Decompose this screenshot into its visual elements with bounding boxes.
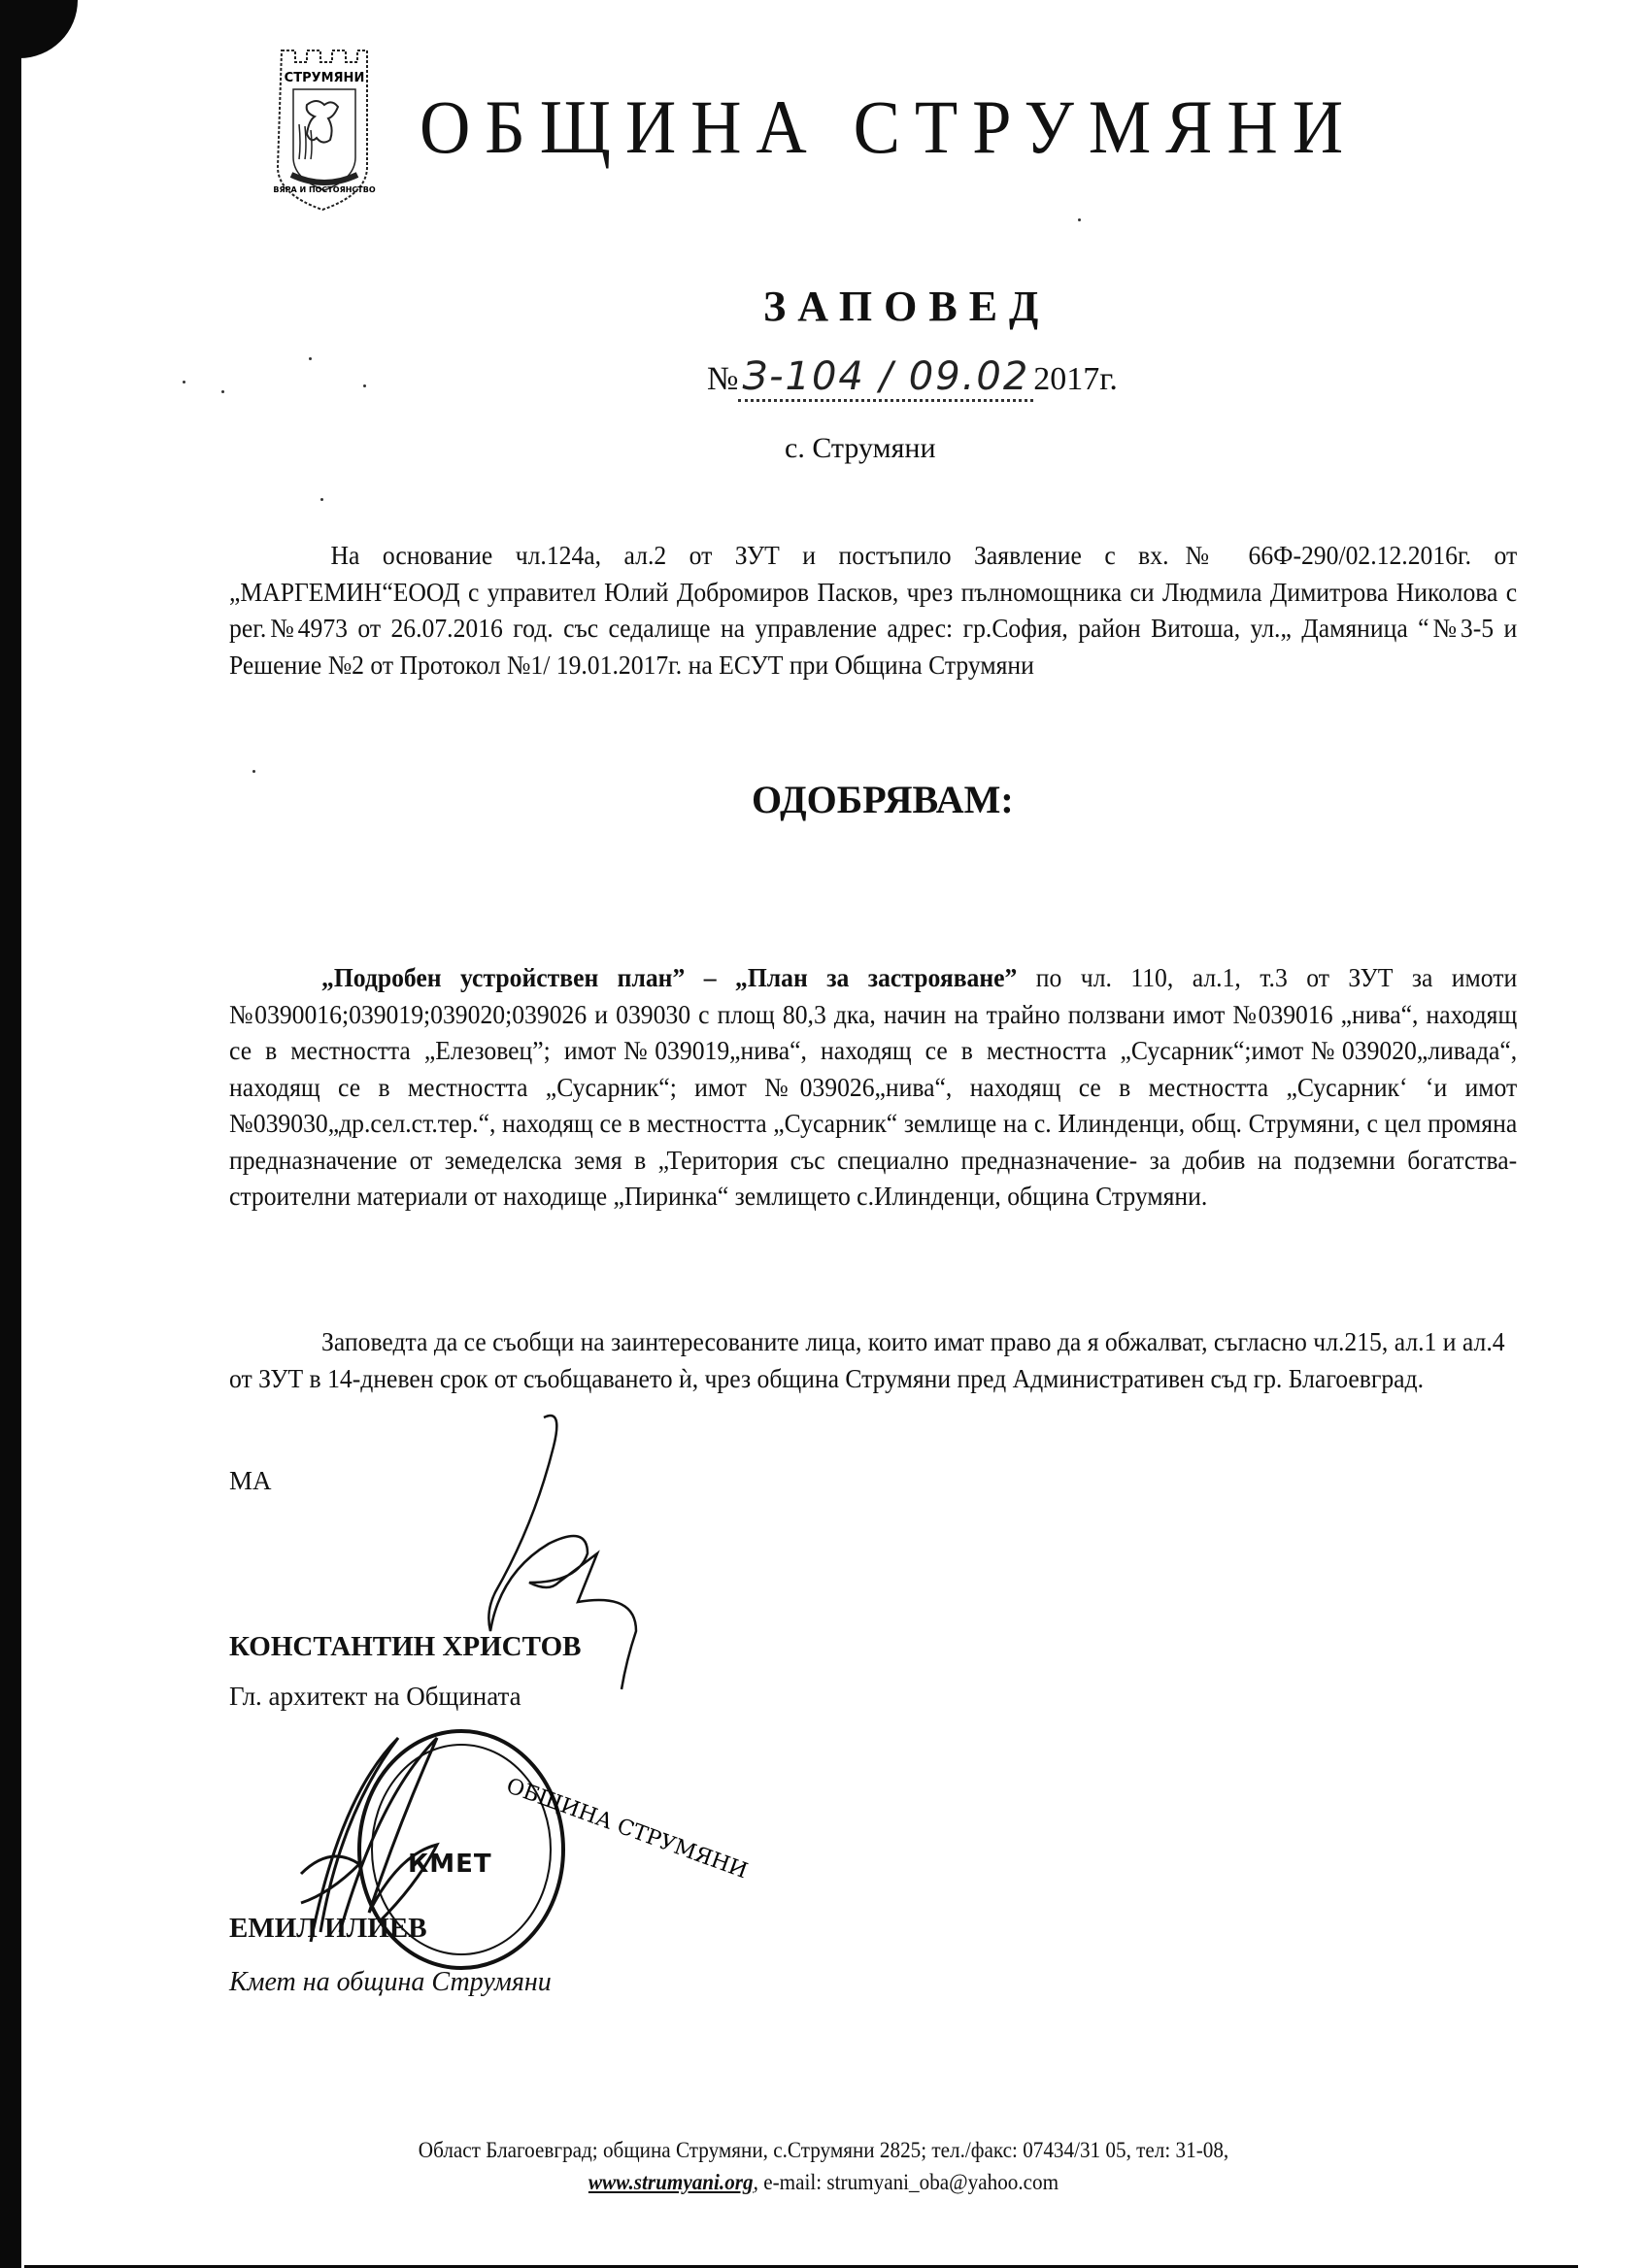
scan-speck [320,498,323,501]
logo-top-text: СТРУМЯНИ [284,71,365,85]
scan-speck [1078,218,1081,221]
decision-paragraph [229,960,1517,1216]
scan-speck [309,357,312,360]
scan-speck [221,390,224,393]
footer-address: Област Благоевград; община Струмяни, с.Струмяни 2825; тел./факс: 07434/31 05, тел: 31-08, [418,2138,1229,2162]
coat-of-arms-icon [273,47,376,212]
stamp-ring-text: ОБЩИНА СТРУМЯНИ [502,1774,751,1884]
signer-architect-role: Гл. архитект на Общината [229,1682,521,1711]
order-title: ЗАПОВЕД [763,283,1051,330]
signer-mayor-name: ЕМИЛ ИЛИЕВ [229,1913,427,1944]
preparer-initials: МА [229,1466,272,1495]
decision-plan-title: „Подробен устройствен план” – „План за застрояване” [321,963,1018,992]
signer-mayor-role: Кмет на община Струмяни [229,1967,552,1997]
scan-edge-left [0,0,21,2268]
scan-edge-corner [0,0,78,58]
signature-architect [427,1408,680,1660]
decision-text: по чл. 110, ал.1, т.3 от ЗУТ за имоти №0390016;039019;039020;039026 и 039030 с площ 80,3 дка, начин на трайно ползвани имот №039016 „нива“, находящ се в местността „Елезовец”; имот№039019„нива“, находящ се в местността „Сусарник“;имот№039020„ливада“, находящ се в местността „Сусарник“; имот №039026„нива“, находящ се в местността „Сусарник‘ ‘и имот №039030„др.сел.ст.тер.“, находящ се в местността „Сусарник“ землище на с. Илинденци, общ. Струмяни, с цел промяна предназначение от земеделска земя в „Територия със специално предназначение- за добив на подземни богатства- строителни материали от находище „Пиринка“ землището с.Илинденци, община Струмяни. [229,963,1518,1211]
municipality-title: ОБЩИНА СТРУМЯНИ [420,84,1358,169]
number-sign: № [707,361,739,397]
order-year: 2017г. [1033,361,1118,397]
order-number [707,354,1118,402]
notice-paragraph: Заповедта да се съобщи на заинтересованите лица, които имат право да я обжалват, съгласно чл.215, ал.1 и ал.4 от ЗУТ в 14-дневен срок от съобщаването ѝ, чрез община Струмяни пред Административен съд гр. Благоевград. [229,1327,1505,1393]
footer-contacts [66,2166,1581,2198]
scan-speck [252,770,255,773]
preamble-paragraph: На основание чл.124а, ал.2 от ЗУТ и постъпило Заявление с вх.№ 66Ф-290/02.12.2016г. от „МАРГЕМИН“ЕООД с управител Юлий Добромиров Пасков, чрез пълномощника си Людмила Димитрова Николова с рег.№4973 от 26.07.2016 год. със седалище на управление адрес: гр.София, район Витоша, ул.„ Дамяница “№3-5 и Решение №2 от Протокол №1/ 19.01.2017г. на ЕСУТ при Община Струмяни [229,541,1518,680]
approve-heading: ОДОБРЯВАМ: [752,778,1014,821]
logo-motto-text: ВЯРА И ПОСТОЯНСТВО [273,185,376,194]
footer-email: , e-mail: strumyani_oba@yahoo.com [753,2170,1059,2194]
order-place: с. Струмяни [785,432,936,464]
handwritten-order-number: З-104 / 09.02 [738,354,1033,402]
scan-speck [183,381,185,384]
scan-speck [363,384,366,387]
stamp-center-text: КМЕТ [408,1850,492,1879]
signer-architect-name: КОНСТАНТИН ХРИСТОВ [229,1631,582,1662]
website-link[interactable]: www.strumyani.org [588,2170,754,2194]
footer [66,2134,1581,2198]
